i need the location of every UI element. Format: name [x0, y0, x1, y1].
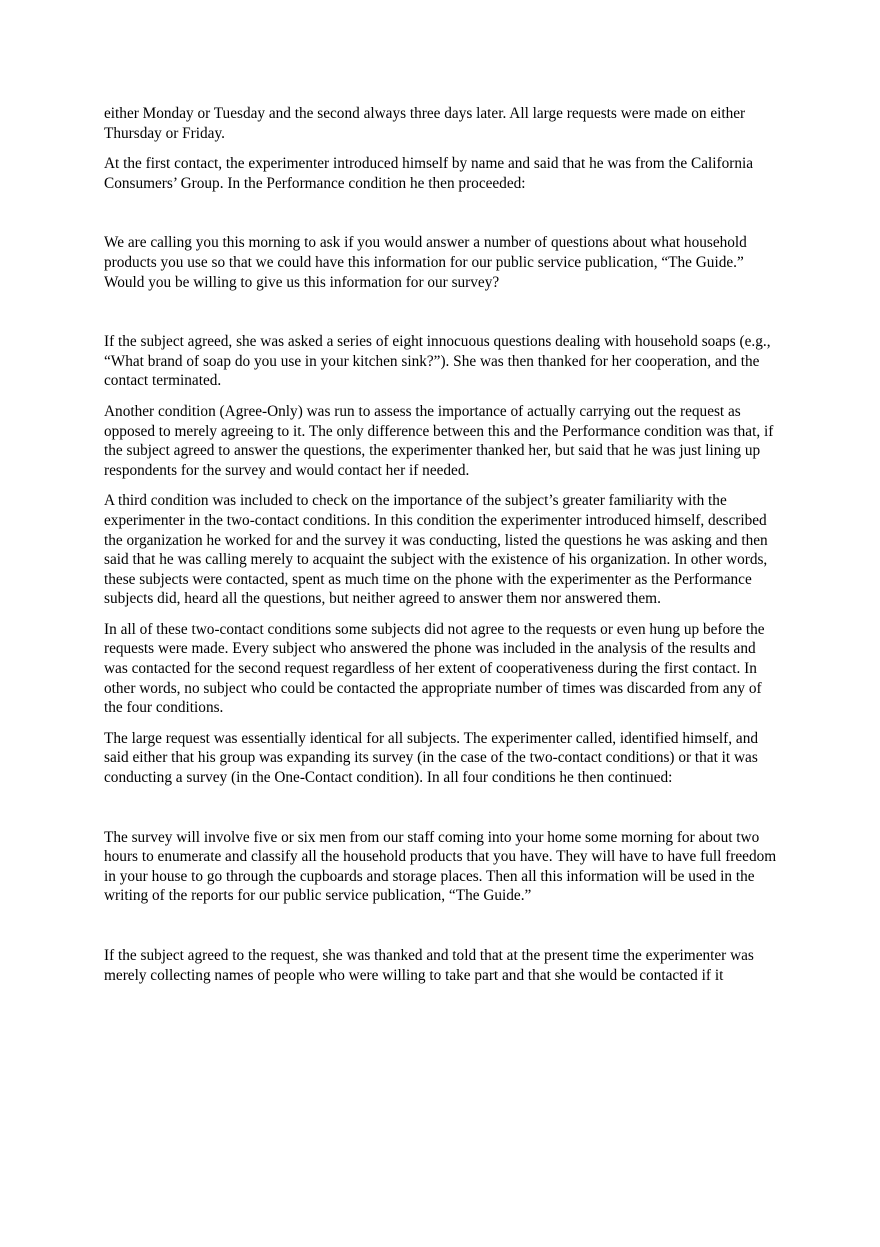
paragraph-scheduling: either Monday or Tuesday and the second always three days later. All large requests were made on either Thursday or Friday. — [104, 105, 746, 142]
paragraph-large-request: The large request was essentially identical for all subjects. The experimenter called, identified himself, and said either that his group was expanding its survey (in the case of the two-contact conditions) or that it was conducting a survey (in the One-Contact condition). In all four conditions he then continued: — [104, 729, 758, 787]
paragraph-subject-agreed: If the subject agreed, she was asked a series of eight innocuous questions dealing with household soaps (e.g., “What brand of soap do you use in your kitchen sink?”). She was then thanked for her cooperation, and the contact terminated. — [104, 333, 771, 390]
paragraph-agreed-request: If the subject agreed to the request, she was thanked and told that at the present time the experimenter was merely collecting names of people who were willing to take part and that she would be contacted if it — [104, 947, 754, 984]
paragraph-third-condition: A third condition was included to check on the importance of the subject’s greater familiarity with the experimenter in the two-contact conditions. In this condition the experimenter introduced himself, described the organization he worked for and the survey it was conducting, listed the questions he was asking and then said that he was calling merely to acquaint the subject with the existence of his organization. In other words, these subjects were contacted, spent as much time on the phone with the experimenter as the Performance subjects did, heard all the questions, but neither agreed to answer them nor answered them. — [104, 492, 768, 608]
document-page — [104, 104, 779, 996]
paragraph-first-contact: At the first contact, the experimenter introduced himself by name and said that he was from the California Consumers’ Group. In the Performance condition he then proceeded: — [104, 155, 754, 192]
quote-survey-script: The survey will involve five or six men from our staff coming into your home some morning for about two hours to enumerate and classify all the household products that you have. They will have to have full freedom in your house to go through the cupboards and storage places. Then all this information will be used in the writing of the reports for our public service publication, “The Guide.” — [104, 828, 777, 905]
quote-performance-script: We are calling you this morning to ask if you would answer a number of questions about what household products you use so that we could have this information for our public service publication, “The Guide.” Would you be willing to give us this information for our survey? — [104, 234, 747, 291]
paragraph-two-contact: In all of these two-contact conditions some subjects did not agree to the requests or even hung up before the requests were made. Every subject who answered the phone was included in the analysis of the results and was contacted for the second request regardless of her extent of cooperativeness during the first contact. In other words, no subject who could be contacted the appropriate number of times was discarded from any of the four conditions. — [104, 620, 765, 717]
paragraph-agree-only: Another condition (Agree-Only) was run to assess the importance of actually carrying out the request as opposed to merely agreeing to it. The only difference between this and the Performance condition was that, if the subject agreed to answer the questions, the experimenter thanked her, but said that he was just lining up respondents for the survey and would contact her if needed. — [104, 402, 774, 479]
